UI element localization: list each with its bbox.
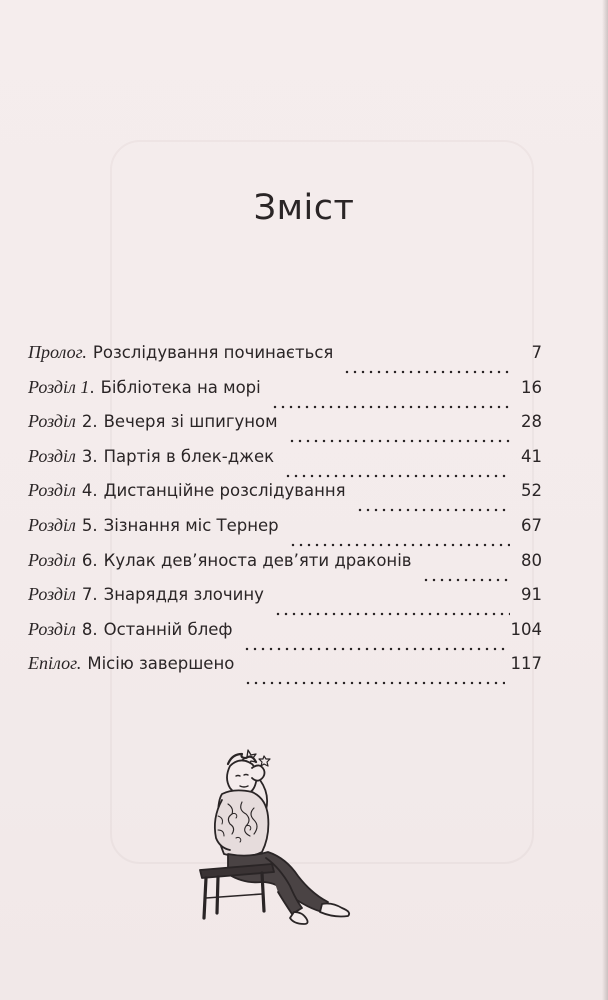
- toc-title: Останній блеф: [103, 619, 233, 639]
- toc-row-chapter-5: Розділ 5 . Зізнання міс Тернер 67: [28, 515, 542, 550]
- toc-label: Пролог.: [28, 342, 87, 362]
- toc-page-number: 117: [510, 654, 542, 674]
- toc-title: Розслідування починається: [92, 343, 334, 362]
- toc-title: Знаряддя злочину: [103, 585, 264, 605]
- toc-title: Бібліотека на морі: [100, 377, 261, 397]
- toc-label: Розділ: [28, 549, 76, 570]
- toc-row-chapter-6: Розділ 6 . Кулак дев’яноста дев’яти драконів 80: [28, 550, 542, 585]
- toc-row-chapter-1: Розділ 1 . Бібліотека на морі 16: [28, 377, 542, 412]
- toc-label: Розділ: [28, 618, 76, 639]
- dot-leader: [289, 541, 510, 550]
- toc-title: Дистанційне розслідування: [103, 481, 346, 501]
- man-on-bench-holding-head-icon: [196, 742, 368, 926]
- table-of-contents: [28, 342, 542, 688]
- dot-leader: [356, 506, 510, 515]
- toc-page-number: 41: [521, 446, 542, 466]
- toc-page-number: 7: [531, 343, 542, 362]
- page-edge-shadow: [602, 0, 608, 1000]
- toc-page-number: 104: [510, 619, 542, 639]
- toc-label: Розділ 1: [28, 376, 90, 397]
- page-title: Зміст: [253, 188, 355, 228]
- dot-leader: [422, 575, 510, 584]
- toc-row-chapter-8: Розділ 8 . Останній блеф 104: [28, 619, 542, 654]
- toc-chapter-number: 7: [81, 585, 93, 605]
- toc-label: Епілог.: [28, 653, 82, 674]
- toc-chapter-number: 3: [81, 446, 93, 466]
- toc-title: Вечеря зі шпигуном: [103, 412, 278, 432]
- toc-page-number: 91: [521, 585, 542, 605]
- toc-title: Місію завершено: [87, 654, 235, 674]
- toc-page-number: 52: [521, 481, 542, 501]
- dot-leader: [271, 402, 510, 411]
- dot-leader: [274, 610, 510, 619]
- toc-title: Зізнання міс Тернер: [103, 515, 279, 535]
- dot-leader: [243, 644, 505, 653]
- toc-label: Розділ: [28, 411, 76, 432]
- dot-leader: [244, 679, 504, 688]
- toc-page-number: 16: [521, 377, 542, 397]
- toc-label: Розділ: [28, 584, 76, 605]
- toc-chapter-number: 1: [80, 376, 90, 397]
- toc-page-number: 80: [521, 550, 542, 570]
- toc-chapter-number: 6: [81, 550, 93, 570]
- toc-label: Розділ: [28, 480, 76, 501]
- toc-row-chapter-7: Розділ 7 . Знаряддя злочину 91: [28, 584, 542, 619]
- dot-leader: [288, 437, 510, 446]
- toc-row-chapter-3: Розділ 3 . Партія в блек-джек 41: [28, 446, 542, 481]
- toc-chapter-number: 8: [81, 619, 93, 639]
- toc-page-number: 28: [521, 412, 542, 432]
- toc-title: Кулак дев’яноста дев’яти драконів: [103, 550, 412, 570]
- dot-leader: [284, 471, 510, 480]
- toc-label: Розділ: [28, 514, 76, 535]
- toc-chapter-number: 4: [81, 481, 93, 501]
- toc-row-epilogue: [28, 653, 542, 688]
- dot-leader: [343, 368, 510, 377]
- toc-chapter-number: 2: [81, 412, 93, 432]
- toc-row-chapter-2: Розділ 2 . Вечеря зі шпигуном 28: [28, 411, 542, 446]
- toc-chapter-number: 5: [81, 515, 93, 535]
- toc-row-chapter-4: Розділ 4 . Дистанційне розслідування 52: [28, 480, 542, 515]
- toc-label: Розділ: [28, 445, 76, 466]
- toc-row-prologue: [28, 342, 542, 377]
- toc-title: Партія в блек-джек: [103, 446, 275, 466]
- toc-page-number: 67: [521, 515, 542, 535]
